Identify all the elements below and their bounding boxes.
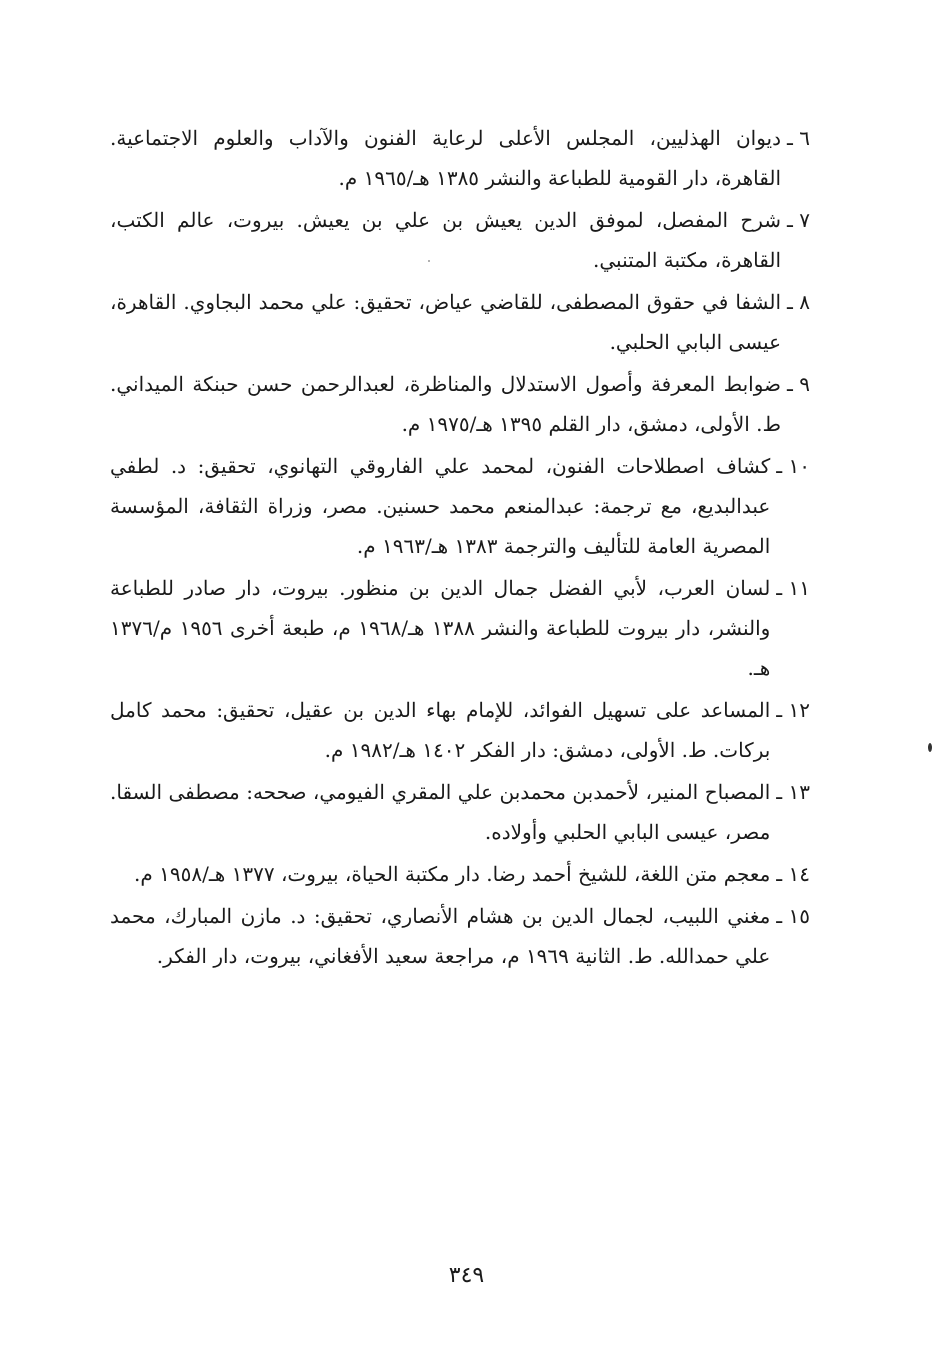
- reference-item: [110, 200, 810, 280]
- reference-text: ديوان الهذليين، المجلس الأعلى لرعاية الفنون والآداب والعلوم الاجتماعية. القاهرة، دار القومية للطباعة والنشر ١٣٨٥ هـ/١٩٦٥ م.: [110, 126, 782, 190]
- reference-number: ١١ ـ: [776, 576, 810, 600]
- reference-number: ١٥ ـ: [776, 904, 810, 928]
- reference-item: [110, 364, 810, 444]
- reference-number: ١٣ ـ: [776, 780, 810, 804]
- reference-text: المساعد على تسهيل الفوائد، للإمام بهاء الدين بن عقيل، تحقيق: محمد كامل بركات. ط. الأولى، دمشق: دار الفكر ١٤٠٢ هـ/١٩٨٢ م.: [110, 698, 771, 762]
- reference-text: لسان العرب، لأبي الفضل جمال الدين بن منظور. بيروت، دار صادر للطباعة والنشر، دار بيروت للطباعة والنشر ١٣٨٨ هـ/١٩٦٨ م، طبعة أخرى ١٩٥٦ م/١٣٧٦ هـ.: [110, 576, 771, 680]
- reference-text: الشفا في حقوق المصطفى، للقاضي عياض، تحقيق: علي محمد البجاوي. القاهرة، عيسى البابي الحلبي.: [110, 290, 782, 354]
- reference-text: المصباح المنير، لأحمدبن محمدبن علي المقري الفيومي، صححه: مصطفى السقا. مصر، عيسى البابي الحلبي وأولاده.: [110, 780, 771, 844]
- reference-item: [110, 772, 810, 852]
- reference-item: [110, 446, 810, 566]
- reference-text: مغني اللبيب، لجمال الدين بن هشام الأنصاري، تحقيق: د. مازن المبارك، محمد علي حمدالله. ط. الثانية ١٩٦٩ م، مراجعة سعيد الأفغاني، بيروت، دار الفكر.: [110, 904, 771, 968]
- scan-speck: [928, 743, 932, 752]
- reference-text: كشاف اصطلاحات الفنون، لمحمد علي الفاروقي التهانوي، تحقيق: د. لطفي عبدالبديع، مع ترجمة: عبدالمنعم محمد حسنين. مصر، وزراة الثقافة، المؤسسة المصرية العامة للتأليف والترجمة ١٣٨٣ هـ/١٩٦٣ م.: [110, 454, 771, 558]
- reference-number: ٦ ـ: [787, 126, 810, 150]
- scan-speck: [428, 260, 430, 262]
- reference-item: [110, 690, 810, 770]
- reference-number: ٧ ـ: [787, 208, 810, 232]
- reference-text: ضوابط المعرفة وأصول الاستدلال والمناظرة، لعبدالرحمن حسن حبنكة الميداني. ط. الأولى، دمشق، دار القلم ١٣٩٥ هـ/١٩٧٥ م.: [110, 372, 782, 436]
- reference-item: [110, 118, 810, 198]
- reference-number: ١٢ ـ: [776, 698, 810, 722]
- reference-item: [110, 854, 810, 894]
- reference-list: [110, 118, 810, 978]
- reference-item: [110, 896, 810, 976]
- reference-text: شرح المفصل، لموفق الدين يعيش بن علي بن يعيش. بيروت، عالم الكتب، القاهرة، مكتبة المتنبي.: [110, 208, 782, 272]
- reference-number: ٨ ـ: [787, 290, 810, 314]
- reference-text: معجم متن اللغة، للشيخ أحمد رضا. دار مكتبة الحياة، بيروت، ١٣٧٧ هـ/١٩٥٨ م.: [134, 862, 771, 886]
- reference-number: ١٠ ـ: [776, 454, 810, 478]
- reference-item: [110, 568, 810, 688]
- reference-number: ٩ ـ: [787, 372, 810, 396]
- reference-item: [110, 282, 810, 362]
- reference-number: ١٤ ـ: [776, 862, 810, 886]
- page-number: ٣٤٩: [448, 1263, 485, 1288]
